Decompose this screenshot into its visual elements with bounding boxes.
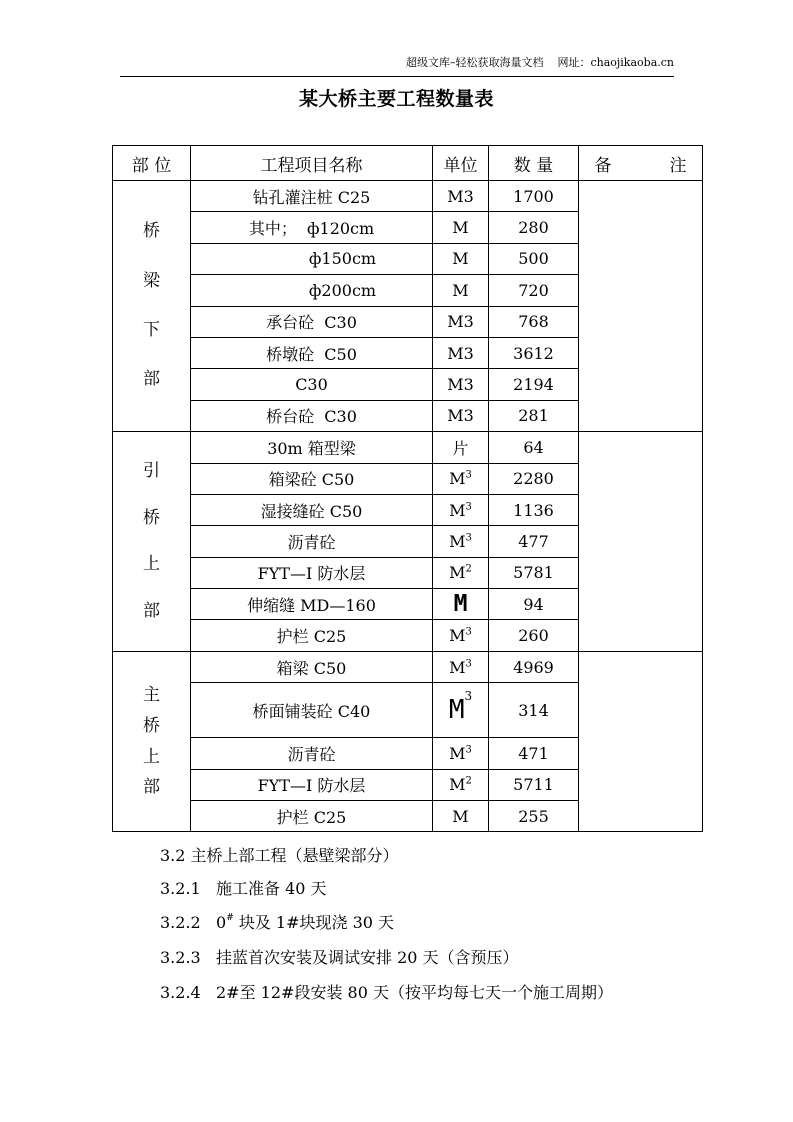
unit: $M^3$ <box>433 620 489 651</box>
header-note-b: 注 <box>669 155 687 176</box>
item-name: C30 <box>191 369 433 400</box>
unit: M <box>433 275 489 306</box>
group-label-approach-superstructure: 引 桥 上 部 <box>113 432 191 652</box>
quantity: 1700 <box>489 181 579 212</box>
unit: M <box>433 589 489 620</box>
unit: M3 <box>433 306 489 337</box>
item-name: 钻孔灌注桩 C25 <box>191 181 433 212</box>
unit: 片 <box>433 432 489 463</box>
item-name: 护栏 C25 <box>191 620 433 651</box>
quantity: 5781 <box>489 557 579 588</box>
header-url: 网址：chaojikaoba.cn <box>557 56 674 69</box>
table-row <box>113 432 703 463</box>
item-name: 沥青砼 <box>191 526 433 557</box>
header-item: 工程项目名称 <box>191 146 433 181</box>
body-item: 3.2.2 0# 块及 1#块现浇 30 天 <box>160 913 395 932</box>
item-name: 箱梁 C50 <box>191 651 433 682</box>
item-name: 30m 箱型梁 <box>191 432 433 463</box>
item-name: ф200cm <box>191 275 433 306</box>
unit: M3 <box>433 181 489 212</box>
unit: $M^2$ <box>433 769 489 800</box>
header-note-a: 备 <box>594 155 612 176</box>
item-name: ф150cm <box>191 243 433 274</box>
quantity: 255 <box>489 801 579 832</box>
header-note <box>579 146 703 181</box>
quantity: 2280 <box>489 463 579 494</box>
note-cell <box>579 181 703 432</box>
item-name: 湿接缝砼 C50 <box>191 494 433 525</box>
item-name: 箱梁砼 C50 <box>191 463 433 494</box>
item-name: 桥台砼 C30 <box>191 400 433 431</box>
table-header-row <box>113 146 703 181</box>
quantity: 4969 <box>489 651 579 682</box>
quantity-table <box>112 145 703 832</box>
item-name: 伸缩缝 MD—160 <box>191 589 433 620</box>
page-title: 某大桥主要工程数量表 <box>298 88 494 110</box>
unit: $M^3$ <box>433 526 489 557</box>
quantity: 280 <box>489 212 579 243</box>
unit: $M^3$ <box>433 651 489 682</box>
quantity: 768 <box>489 306 579 337</box>
quantity: 477 <box>489 526 579 557</box>
page-header <box>120 50 674 77</box>
item-name: FYT—I 防水层 <box>191 769 433 800</box>
item-name: 桥面铺装砼 C40 <box>191 683 433 738</box>
unit: M <box>433 243 489 274</box>
quantity: 3612 <box>489 337 579 368</box>
item-name: 承台砼 C30 <box>191 306 433 337</box>
item-name: 护栏 C25 <box>191 801 433 832</box>
unit: M3 <box>433 337 489 368</box>
unit: M3 <box>433 369 489 400</box>
quantity: 94 <box>489 589 579 620</box>
body-item: 3.2.4 2#至 12#段安装 80 天（按平均每七天一个施工周期） <box>160 983 613 1002</box>
group-label-substructure: 桥 梁 下 部 <box>113 181 191 432</box>
header-part: 部 位 <box>113 146 191 181</box>
note-cell <box>579 432 703 652</box>
quantity: 2194 <box>489 369 579 400</box>
table-row <box>113 651 703 682</box>
unit: M3 <box>433 400 489 431</box>
unit: M <box>433 212 489 243</box>
quantity: 314 <box>489 683 579 738</box>
quantity: 64 <box>489 432 579 463</box>
note-cell <box>579 651 703 832</box>
body-item: 3.2.1 施工准备 40 天 <box>160 879 327 898</box>
header-qty: 数 量 <box>489 146 579 181</box>
header-unit: 单位 <box>433 146 489 181</box>
item-name: 沥青砼 <box>191 738 433 769</box>
unit: $M^3$ <box>433 738 489 769</box>
unit: $M^3$ <box>433 683 489 738</box>
quantity: 720 <box>489 275 579 306</box>
unit: $M^2$ <box>433 557 489 588</box>
item-name: 其中； ф120cm <box>191 212 433 243</box>
quantity: 281 <box>489 400 579 431</box>
group-label-main-superstructure: 主 桥 上 部 <box>113 651 191 832</box>
item-name: 桥墩砼 C50 <box>191 337 433 368</box>
quantity: 260 <box>489 620 579 651</box>
quantity: 500 <box>489 243 579 274</box>
section-heading: 3.2 主桥上部工程（悬壁梁部分） <box>160 846 399 865</box>
unit: $M^3$ <box>433 494 489 525</box>
quantity: 5711 <box>489 769 579 800</box>
table-row <box>113 181 703 212</box>
quantity: 471 <box>489 738 579 769</box>
body-item: 3.2.3 挂蓝首次安装及调试安排 20 天（含预压） <box>160 948 519 967</box>
header-site-name: 超级文库–轻松获取海量文档 <box>405 56 544 69</box>
item-name: FYT—I 防水层 <box>191 557 433 588</box>
quantity: 1136 <box>489 494 579 525</box>
unit: M <box>433 801 489 832</box>
unit: $M^3$ <box>433 463 489 494</box>
